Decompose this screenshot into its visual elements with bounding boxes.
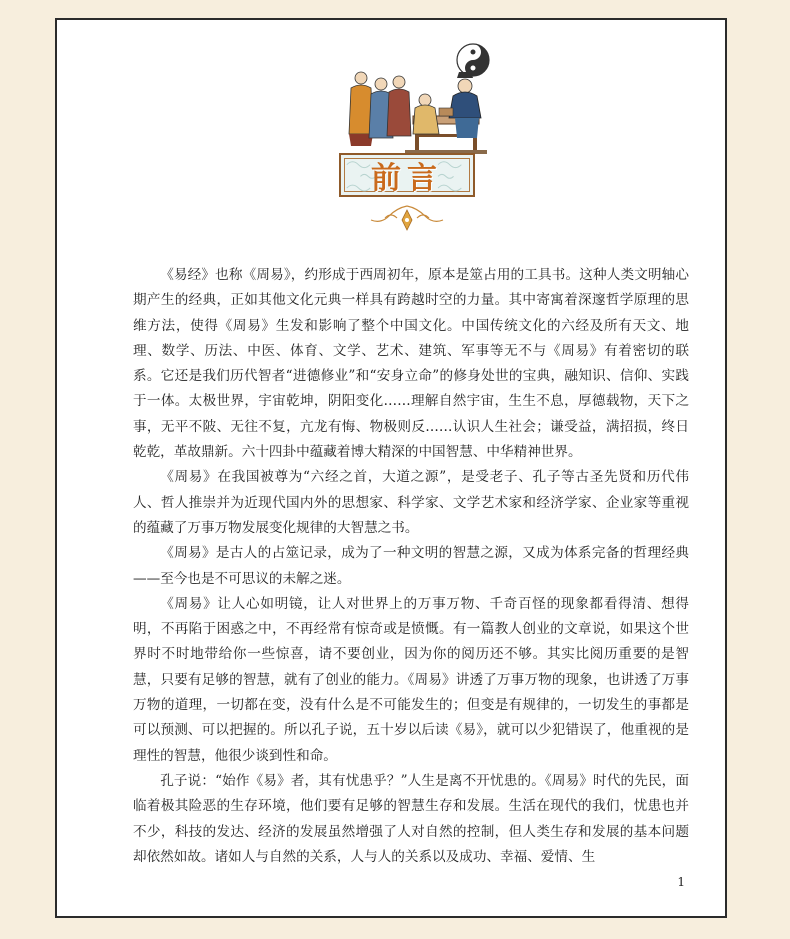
paragraph: 孔子说：“始作《易》者，其有忧患乎？”人生是离不开忧患的。《周易》时代的先民，面临着极其险恶的生存环境，他们要有足够的智慧生存和发展。生活在现代的我们，忧患也并不少，科技的发达、经济的发展虽然增强了人对自然的控制，但人类生存和发展的基本问题却依然如故。诸如人与自然的关系，人与人的关系以及成功、幸福、爱情、生 <box>133 772 689 865</box>
page-title <box>339 153 475 197</box>
title-text: 前言 <box>371 161 443 196</box>
taiji-icon <box>457 44 489 76</box>
book-page <box>55 18 727 918</box>
floral-ornament-icon <box>367 200 447 234</box>
sages-divination-illustration <box>343 38 503 160</box>
page-number: 1 <box>677 875 685 889</box>
paragraph: 《周易》在我国被尊为“六经之首，大道之源”，是受老子、孔子等古圣先贤和历代伟人、哲人推崇并为近现代国内外的思想家、科学家、文学艺术家和经济学家、企业家等重视的蕴藏了万事万物发展变化规律的大智慧之书。 <box>133 469 689 536</box>
paragraph: 《周易》让人心如明镜，让人对世界上的万事万物、千奇百怪的现象都看得清、想得明，不再陷于困惑之中，不再经常有惊奇或是愤慨。有一篇教人创业的文章说，如果这个世界时不时地带给你一些惊喜，请不要创业，因为你的阅历还不够。其实比阅历重要的是智慧，只要有足够的智慧，就有了创业的能力。《周易》讲透了万事万物的现象，也讲透了万事万物的道理，一切都在变，没有什么是不可能发生的；但变是有规律的，一切发生的事都是可以预测、可以把握的。所以孔子说，五十岁以后读《易》，就可以少犯错误了，他重视的是理性的智慧，他很少谈到性和命。 <box>133 595 689 764</box>
paragraph: 《易经》也称《周易》，约形成于西周初年，原本是筮占用的工具书。这种人类文明轴心期产生的经典，正如其他文化元典一样具有跨越时空的力量。其中寄寓着深邃哲学原理的思维方法，使得《周易》生发和影响了整个中国文化。中国传统文化的六经及所有天文、地理、数学、历法、中医、体育、文学、艺术、建筑、军事等无不与《周易》有着密切的联系。它还是我们历代智者“进德修业”和“安身立命”的修身处世的宝典，融知识、信仰、实践于一体。太极世界，宇宙乾坤，阴阳变化……理解自然宇宙，生生不息，厚德载物，天下之事，无平不陂、无往不复，亢龙有悔、物极则反……认识人生社会；谦受益，满招损，终日乾乾，革故鼎新。六十四卦中蕴藏着博大精深的中国智慧、中华精神世界。 <box>133 267 689 461</box>
paragraph: 《周易》是古人的占筮记录，成为了一种文明的智慧之源，又成为体系完备的哲理经典——至今也是不可思议的未解之迷。 <box>133 545 689 587</box>
preface-body <box>133 263 689 870</box>
